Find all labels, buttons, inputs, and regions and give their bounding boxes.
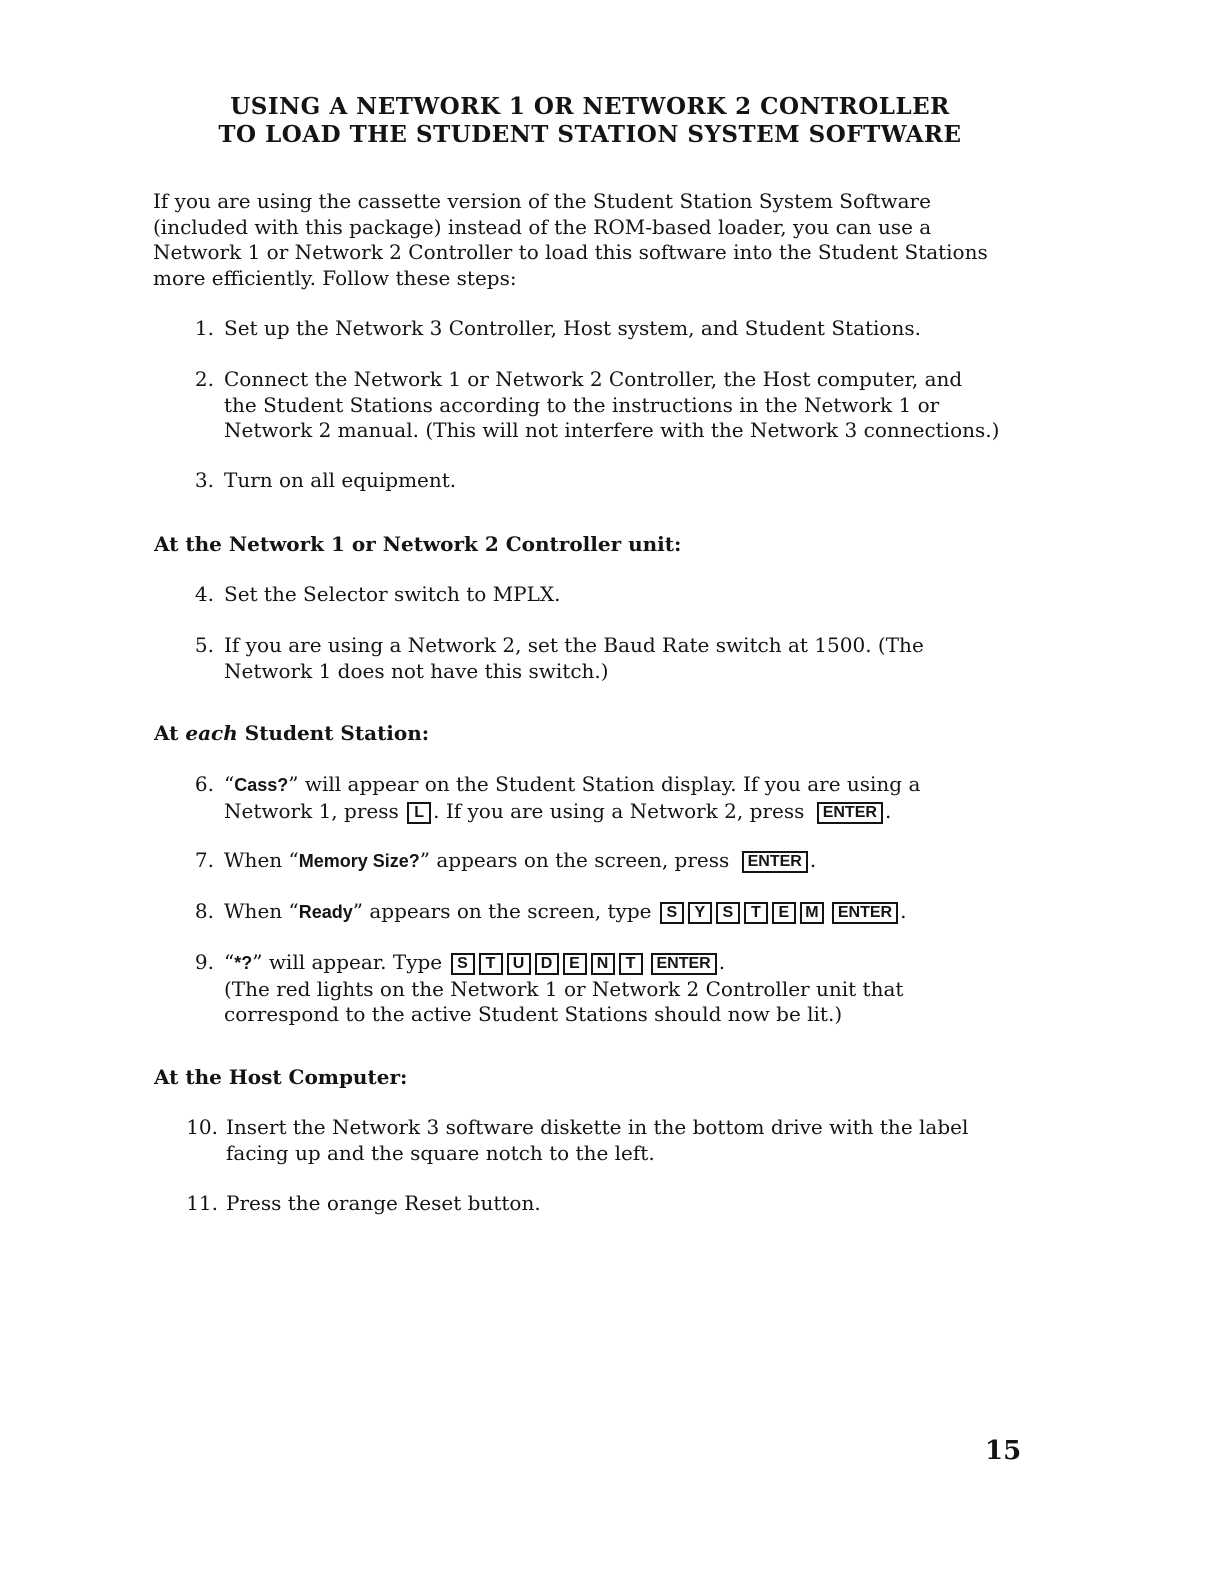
key-cap: S (716, 902, 740, 924)
step-line: Set the Selector switch to MPLX. (224, 582, 561, 606)
step-line (224, 799, 920, 825)
step-line (224, 772, 920, 799)
step-number: 10. (186, 1115, 218, 1139)
key-cap: L (407, 802, 431, 824)
step-number: 9. (194, 950, 214, 974)
step-line: correspond to the active Student Stations should now be lit.) (224, 1002, 843, 1026)
intro-line: (included with this package) instead of the ROM-based loader, you can use a (153, 214, 932, 239)
step-line-text: . (900, 899, 907, 923)
enter-key-cap: ENTER (817, 802, 883, 824)
section-prefix: At (154, 721, 179, 745)
screen-prompt: Cass? (234, 775, 289, 795)
enter-key-cap: ENTER (742, 851, 808, 873)
step-line-text: . If you are using a Network 2, press (433, 798, 805, 823)
step-number: 1. (194, 316, 214, 340)
step-line-text: When “ (224, 899, 299, 923)
step-text (224, 633, 924, 684)
key-cap: M (800, 902, 824, 924)
step-number: 8. (194, 899, 214, 923)
screen-prompt: *? (234, 953, 253, 973)
key-cap: S (660, 902, 684, 924)
step-text (224, 772, 920, 824)
step-line-text: ” will appear. Type (252, 950, 443, 974)
step-line-text: . (809, 848, 817, 872)
step-line-text: ” appears on the screen, type (352, 899, 652, 923)
key-cap: E (563, 953, 587, 975)
step-number: 6. (194, 772, 214, 796)
step-line-text: . (718, 950, 726, 974)
key-cap: E (772, 902, 796, 924)
quote-mark: “ (224, 772, 235, 796)
key-cap: D (535, 953, 559, 975)
step-text (224, 582, 561, 608)
section-heading-station (154, 721, 429, 745)
title-line-2: TO LOAD THE STUDENT STATION SYSTEM SOFTWARE (218, 121, 962, 148)
step-line: Network 2 manual. (This will not interfere with the Network 3 connections.) (224, 418, 1000, 442)
step-line-text: will appear on the Student Station display. If you are using a (298, 772, 921, 796)
section-emphasis: each (185, 721, 238, 745)
step-number: 11. (186, 1191, 218, 1215)
intro-line: If you are using the cassette version of the Student Station System Software (153, 189, 931, 213)
step-line: (The red lights on the Network 1 or Network 2 Controller unit that (224, 976, 904, 1001)
step-text (224, 316, 921, 342)
quote-mark: ” (288, 772, 299, 796)
step-number: 4. (194, 582, 214, 606)
section-suffix: Student Station: (244, 721, 430, 745)
step-line: the Student Stations according to the instructions in the Network 1 or (224, 392, 940, 417)
section-heading-host: At the Host Computer: (154, 1065, 408, 1089)
step-line: Press the orange Reset button. (226, 1191, 541, 1215)
step-line (224, 848, 816, 875)
step-line (224, 950, 903, 977)
step-text (224, 367, 999, 444)
intro-paragraph (153, 189, 1033, 291)
page-number: 15 (985, 1436, 1022, 1466)
key-cap: N (591, 953, 615, 975)
step-line: Insert the Network 3 software diskette in the bottom drive with the label (226, 1115, 969, 1139)
step-line-text: “ (224, 950, 235, 974)
key-cap: U (507, 953, 531, 975)
step-text (224, 468, 456, 494)
step-number: 3. (194, 468, 214, 492)
step-text (226, 1115, 968, 1166)
step-line-text: . (884, 798, 892, 823)
step-text (224, 848, 816, 875)
step-line: Set up the Network 3 Controller, Host system, and Student Stations. (224, 316, 921, 340)
key-cap: T (479, 953, 503, 975)
key-cap: T (619, 953, 643, 975)
section-heading-controller: At the Network 1 or Network 2 Controller unit: (154, 532, 682, 556)
enter-key-cap: ENTER (651, 953, 717, 975)
step-text (224, 899, 906, 926)
intro-line: Network 1 or Network 2 Controller to load this software into the Student Stations (153, 240, 988, 264)
screen-prompt: Memory Size? (298, 851, 420, 871)
step-text (224, 950, 903, 1028)
intro-line: more efficiently. Follow these steps: (153, 265, 517, 290)
step-line: Network 1 does not have this switch.) (224, 658, 609, 683)
step-line-text: When “ (224, 848, 299, 872)
key-cap: T (744, 902, 768, 924)
step-line (224, 899, 906, 926)
step-number: 7. (194, 848, 214, 872)
title-line-1: USING A NETWORK 1 OR NETWORK 2 CONTROLLER (230, 93, 950, 120)
step-line: facing up and the square notch to the left. (226, 1140, 655, 1165)
key-cap: Y (688, 902, 712, 924)
step-number: 5. (194, 633, 214, 657)
step-line: Turn on all equipment. (224, 468, 457, 492)
key-cap: S (451, 953, 475, 975)
step-line-text: Network 1, press (224, 798, 399, 823)
step-line: If you are using a Network 2, set the Baud Rate switch at 1500. (The (224, 633, 924, 657)
screen-prompt: Ready (298, 902, 353, 922)
step-number: 2. (194, 367, 214, 391)
step-text (226, 1191, 541, 1217)
step-line: Connect the Network 1 or Network 2 Controller, the Host computer, and (224, 367, 963, 391)
step-line-text: ” appears on the screen, press (419, 848, 730, 872)
enter-key-cap: ENTER (832, 902, 898, 924)
